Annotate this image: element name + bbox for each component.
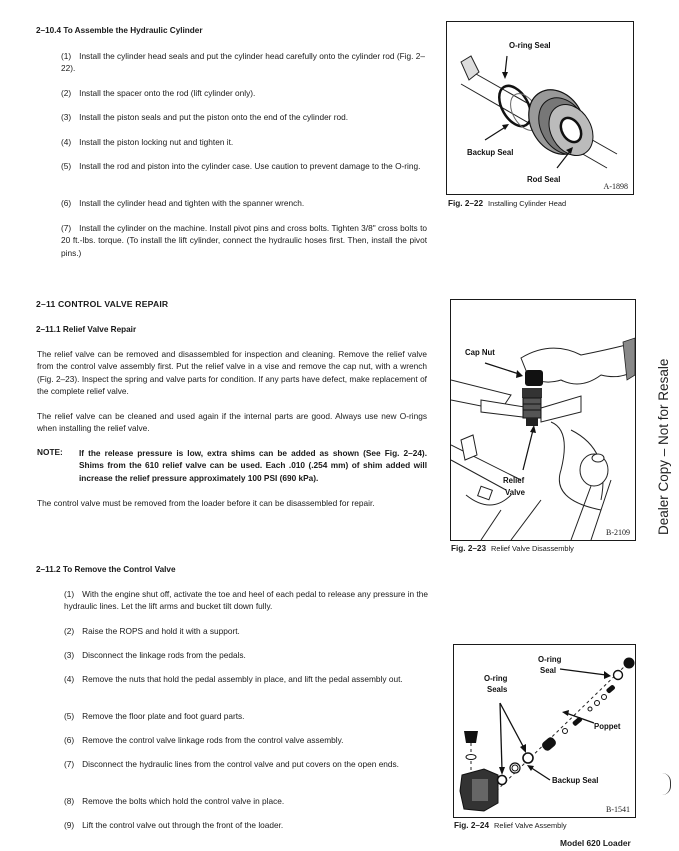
figure-caption-2-23 <box>451 544 574 553</box>
step-number: (6) <box>64 735 75 745</box>
step-text: Install the cylinder on the machine. Install pivot pins and cross bolts. Tighten 3/8" cross bolts to 20 ft.-lbs. torque. (To install the lift cylinder, connect the hydraulic hoses first. Then, install the pivot pins.) <box>61 223 427 258</box>
section-heading-2-10-4: 2–10.4 To Assemble the Hydraulic Cylinder <box>36 26 203 35</box>
step-item <box>64 588 428 613</box>
step-item <box>61 160 425 172</box>
figure-2-22 <box>446 21 634 195</box>
note-label: NOTE: <box>37 447 63 457</box>
step-number: (6) <box>61 198 72 208</box>
step-number: (7) <box>64 759 75 769</box>
page-footer: Model 620 Loader <box>560 838 631 848</box>
label-rod-seal: Rod Seal <box>527 175 561 184</box>
step-number: (4) <box>64 674 75 684</box>
step-number: (2) <box>64 626 75 636</box>
scan-mark <box>662 773 671 795</box>
step-item <box>64 795 428 807</box>
step-number: (8) <box>64 796 75 806</box>
step-text: Install the spacer onto the rod (lift cylinder only). <box>79 88 256 98</box>
label-o-ring-plural: O-ring <box>484 674 508 683</box>
watermark: Dealer Copy – Not for Resale <box>656 358 671 535</box>
label-o-ring-seal: O-ring Seal <box>509 41 551 50</box>
step-text: Remove the bolts which hold the control valve in place. <box>82 796 285 806</box>
figure-title: Relief Valve Assembly <box>494 821 567 830</box>
step-text: Remove the nuts that hold the pedal assembly in place, and lift the pedal assembly out. <box>82 674 403 684</box>
figure-code: A-1898 <box>603 182 628 191</box>
label-poppet: Poppet <box>594 722 621 731</box>
step-item <box>61 136 425 148</box>
label-backup-seal: Backup Seal <box>467 148 514 157</box>
step-item <box>64 673 428 685</box>
step-item <box>61 197 425 209</box>
step-item <box>64 625 428 637</box>
label-seal: Seal <box>540 666 557 675</box>
figure-number: Fig. 2–24 <box>454 821 490 830</box>
step-number: (5) <box>64 711 75 721</box>
step-item <box>64 758 428 770</box>
step-text: Remove the floor plate and foot guard parts. <box>82 711 245 721</box>
step-text: Raise the ROPS and hold it with a support. <box>82 626 240 636</box>
figure-number: Fig. 2–23 <box>451 544 487 553</box>
step-number: (5) <box>61 161 72 171</box>
relief-valve-disassembly-illustration <box>451 300 635 540</box>
paragraph: The control valve must be removed from the loader before it can be disassembled for repair. <box>37 498 375 508</box>
step-number: (2) <box>61 88 72 98</box>
step-item <box>61 111 425 123</box>
step-item <box>64 819 428 831</box>
figure-title: Relief Valve Disassembly <box>491 544 574 553</box>
step-item <box>64 734 428 746</box>
step-item <box>61 50 425 75</box>
subsection-heading-2-11-2: 2–11.2 To Remove the Control Valve <box>36 565 176 574</box>
step-text: Disconnect the hydraulic lines from the control valve and put covers on the open ends. <box>82 759 399 769</box>
step-number: (9) <box>64 820 75 830</box>
step-text: Install the rod and piston into the cylinder case. Use caution to prevent damage to the O-ring. <box>79 161 421 171</box>
figure-title: Installing Cylinder Head <box>488 199 567 208</box>
label-backup-seal: Backup Seal <box>552 776 599 785</box>
label-o-ring: O-ring <box>538 655 562 664</box>
step-text: Install the piston locking nut and tighten it. <box>79 137 234 147</box>
cylinder-head-illustration <box>447 22 633 194</box>
step-number: (3) <box>61 112 72 122</box>
step-number: (4) <box>61 137 72 147</box>
step-number: (1) <box>64 589 75 599</box>
step-text: Install the piston seals and put the piston onto the end of the cylinder rod. <box>79 112 349 122</box>
label-seals: Seals <box>487 685 508 694</box>
subsection-heading-2-11-1: 2–11.1 Relief Valve Repair <box>36 325 137 334</box>
step-text: Install the cylinder head seals and put the cylinder head carefully onto the cylinder rod (Fig. 2–22). <box>61 51 425 74</box>
note-text: If the release pressure is low, extra shims can be added as shown (See Fig. 2–24). Shims from the 610 relief valve can be used. Each .010 (.254 mm) of shim added will increase the relief pressure approximately 100 PSI (690 kPa). <box>79 448 427 483</box>
step-text: With the engine shut off, activate the toe and heel of each pedal to release any pressure in the hydraulic lines. Let the lift arms and bucket tilt down fully. <box>64 589 428 612</box>
step-text: Install the cylinder head and tighten with the spanner wrench. <box>79 198 305 208</box>
step-number: (3) <box>64 650 75 660</box>
figure-caption-2-22 <box>448 199 566 208</box>
step-item <box>61 87 425 99</box>
figure-code: B-1541 <box>606 805 630 814</box>
step-item <box>64 710 428 722</box>
relief-valve-assembly-illustration <box>454 645 635 817</box>
figure-caption-2-24 <box>454 821 567 830</box>
section-heading-2-11: 2–11 CONTROL VALVE REPAIR <box>36 299 169 309</box>
step-number: (1) <box>61 51 72 61</box>
paragraph: The relief valve can be removed and disassembled for inspection and cleaning. Remove the relief valve from the control valve assembly first. Put the relief valve in a vise and remove the cap nut, with a wrench (Fig. 2–23). Inspect the spring and valve parts for condition. If any parts have defect, make replacement of the complete relief valve. <box>37 349 427 397</box>
label-cap-nut: Cap Nut <box>465 348 495 357</box>
figure-2-23 <box>450 299 636 541</box>
step-text: Disconnect the linkage rods from the pedals. <box>82 650 246 660</box>
step-text: Lift the control valve out through the front of the loader. <box>82 820 284 830</box>
figure-2-24 <box>453 644 636 818</box>
figure-code: B-2109 <box>606 528 630 537</box>
step-item <box>64 649 428 661</box>
label-relief: Relief <box>503 476 525 485</box>
step-item <box>61 222 427 259</box>
figure-number: Fig. 2–22 <box>448 199 484 208</box>
step-text: Remove the control valve linkage rods from the control valve assembly. <box>82 735 344 745</box>
paragraph: The relief valve can be cleaned and used again if the internal parts are good. Always use new O-rings when installing the relief valve. <box>37 411 427 434</box>
step-number: (7) <box>61 223 72 233</box>
label-valve: Valve <box>505 488 525 497</box>
